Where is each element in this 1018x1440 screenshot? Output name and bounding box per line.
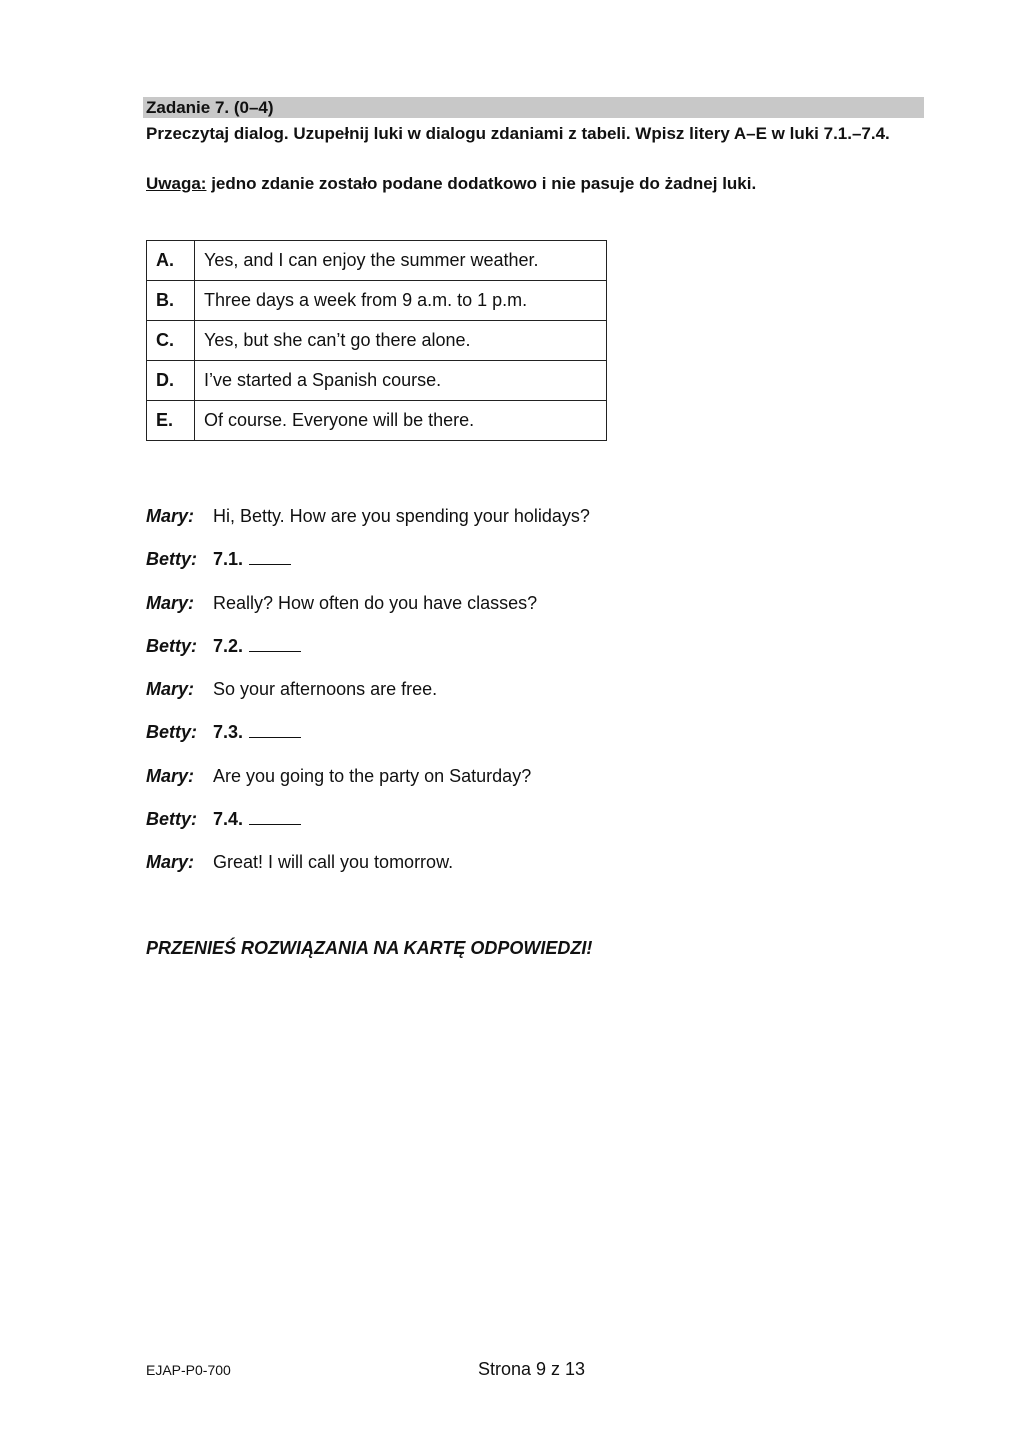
- dialog-line: [146, 589, 906, 632]
- option-text: I’ve started a Spanish course.: [195, 361, 607, 401]
- answer-blank[interactable]: [249, 808, 301, 825]
- dialog-text: Hi, Betty. How are you spending your holidays?: [213, 506, 590, 526]
- option-letter: D.: [147, 361, 195, 401]
- speaker-label: Betty:: [146, 722, 198, 743]
- option-letter: C.: [147, 321, 195, 361]
- speaker-label: Mary:: [146, 506, 195, 526]
- exam-code: EJAP-P0-700: [146, 1362, 231, 1378]
- gap-number: 7.2.: [213, 635, 244, 656]
- page-number: Strona 9 z 13: [478, 1359, 586, 1379]
- task-instruction: Przeczytaj dialog. Uzupełnij luki w dialogu zdaniami z tabeli. Wpisz litery A–E w luki 7.1.–7.4.: [146, 124, 890, 143]
- option-text: Yes, and I can enjoy the summer weather.: [195, 241, 607, 281]
- option-row: [147, 321, 607, 361]
- gap-number: 7.1.: [213, 549, 244, 570]
- gap-number: 7.4.: [213, 809, 244, 830]
- option-letter: B.: [147, 281, 195, 321]
- answer-blank[interactable]: [249, 635, 301, 652]
- option-row: [147, 361, 607, 401]
- dialog-line: [146, 675, 906, 718]
- speaker-label: Betty:: [146, 549, 198, 570]
- options-table: [146, 240, 607, 441]
- dialog-line: [146, 718, 906, 761]
- transfer-instruction: PRZENIEŚ ROZWIĄZANIA NA KARTĘ ODPOWIEDZI!: [146, 938, 593, 958]
- option-text: Of course. Everyone will be there.: [195, 401, 607, 441]
- gap-number: 7.3.: [213, 722, 244, 743]
- option-row: [147, 241, 607, 281]
- dialog: [146, 502, 906, 892]
- dialog-line: [146, 502, 906, 545]
- task-header: Zadanie 7. (0–4): [143, 97, 924, 118]
- dialog-text: Are you going to the party on Saturday?: [213, 765, 532, 786]
- speaker-label: Mary:: [146, 592, 195, 613]
- speaker-label: Betty:: [146, 809, 198, 830]
- option-row: [147, 401, 607, 441]
- speaker-label: Betty:: [146, 635, 198, 656]
- option-row: [147, 281, 607, 321]
- dialog-line: [146, 632, 906, 675]
- dialog-line: [146, 762, 906, 805]
- note-text: jedno zdanie zostało podane dodatkowo i nie pasuje do żadnej luki.: [206, 174, 757, 193]
- option-letter: A.: [147, 241, 195, 281]
- speaker-label: Mary:: [146, 679, 195, 700]
- dialog-text: Great! I will call you tomorrow.: [213, 852, 454, 873]
- dialog-text: Really? How often do you have classes?: [213, 592, 538, 613]
- answer-blank[interactable]: [249, 721, 301, 738]
- dialog-text: So your afternoons are free.: [213, 679, 438, 700]
- option-text: Three days a week from 9 a.m. to 1 p.m.: [195, 281, 607, 321]
- option-letter: E.: [147, 401, 195, 441]
- note-label: Uwaga:: [146, 174, 207, 193]
- speaker-label: Mary:: [146, 765, 195, 786]
- dialog-line: [146, 545, 906, 588]
- dialog-line: [146, 805, 906, 848]
- answer-blank[interactable]: [249, 548, 291, 565]
- task-note: [146, 171, 922, 196]
- dialog-line: [146, 848, 906, 891]
- speaker-label: Mary:: [146, 852, 195, 873]
- option-text: Yes, but she can’t go there alone.: [195, 321, 607, 361]
